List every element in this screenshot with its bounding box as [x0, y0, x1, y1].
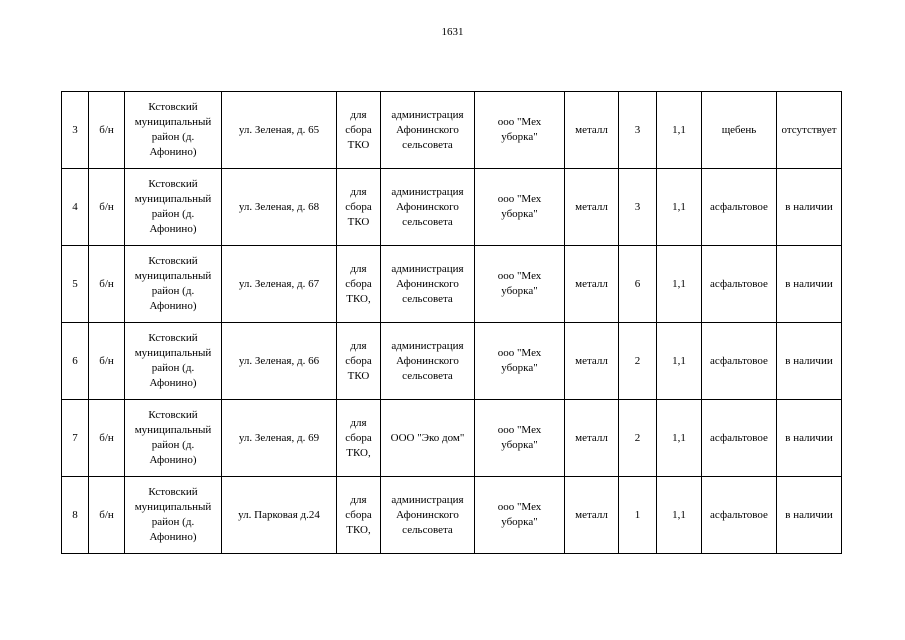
table-row: [62, 92, 842, 169]
cell-line: для: [350, 108, 367, 121]
purpose-cell-text: [345, 262, 372, 307]
surface-cell: асфальтовое: [702, 169, 777, 246]
cell-line: ооо "Мех: [497, 347, 542, 359]
operator-cell-text: [498, 346, 542, 376]
surface-cell: щебень: [702, 92, 777, 169]
material-cell: металл: [565, 92, 619, 169]
owner-cell-text: [391, 339, 463, 384]
fence-cell: отсутствует: [777, 92, 842, 169]
cell-line: Кстовский: [148, 255, 198, 267]
address-cell: ул. Зеленая, д. 69: [222, 400, 337, 477]
owner-cell-text: [391, 431, 465, 446]
address-cell: ул. Зеленая, д. 68: [222, 169, 337, 246]
owner-cell-text: [391, 262, 463, 307]
container-count-cell: 6: [619, 246, 657, 323]
material-cell: металл: [565, 323, 619, 400]
purpose-cell-text: [345, 493, 372, 538]
registry-number-cell: б/н: [89, 477, 125, 554]
volume-cell: 1,1: [657, 92, 702, 169]
cell-line: сбора: [345, 354, 372, 367]
cell-line: для: [350, 185, 367, 198]
district-cell: [125, 323, 222, 400]
district-cell-text: [135, 408, 212, 468]
cell-line: администрация: [391, 108, 464, 121]
surface-cell: асфальтовое: [702, 477, 777, 554]
row-number-cell: 5: [62, 246, 89, 323]
cell-line: Кстовский: [148, 178, 198, 190]
cell-line: Афонино): [149, 146, 197, 158]
cell-line: сельсовета: [402, 138, 453, 151]
owner-cell: [381, 477, 475, 554]
table-row: [62, 323, 842, 400]
material-cell: металл: [565, 400, 619, 477]
address-cell: ул. Зеленая, д. 65: [222, 92, 337, 169]
operator-cell: [475, 92, 565, 169]
purpose-cell: [337, 169, 381, 246]
cell-line: Кстовский: [148, 101, 198, 113]
cell-line: сельсовета: [402, 292, 453, 305]
container-count-cell: 1: [619, 477, 657, 554]
operator-cell-text: [498, 500, 542, 530]
operator-cell-text: [498, 269, 542, 299]
cell-line: уборка": [501, 439, 538, 451]
district-cell-text: [135, 331, 212, 391]
cell-line: ТКО,: [346, 523, 371, 536]
purpose-cell-text: [345, 416, 372, 461]
table-row: [62, 246, 842, 323]
cell-line: район (д.: [151, 439, 195, 451]
cell-line: для: [350, 339, 367, 352]
cell-line: Кстовский: [148, 409, 198, 421]
cell-line: администрация: [391, 493, 464, 506]
address-cell: ул. Зеленая, д. 67: [222, 246, 337, 323]
fence-cell: в наличии: [777, 169, 842, 246]
waste-sites-table: [61, 91, 842, 554]
cell-line: ооо "Мех: [497, 501, 542, 513]
operator-cell: [475, 246, 565, 323]
registry-number-cell: б/н: [89, 92, 125, 169]
purpose-cell-text: [345, 339, 372, 384]
cell-line: муниципальный: [134, 116, 212, 128]
purpose-cell: [337, 246, 381, 323]
cell-line: сельсовета: [402, 523, 453, 536]
cell-line: муниципальный: [134, 193, 212, 205]
cell-line: район (д.: [151, 208, 195, 220]
cell-line: уборка": [501, 362, 538, 374]
cell-line: сбора: [345, 277, 372, 290]
cell-line: район (д.: [151, 516, 195, 528]
container-count-cell: 3: [619, 169, 657, 246]
cell-line: Кстовский: [148, 486, 198, 498]
volume-cell: 1,1: [657, 169, 702, 246]
material-cell: металл: [565, 169, 619, 246]
cell-line: район (д.: [151, 362, 195, 374]
container-count-cell: 3: [619, 92, 657, 169]
cell-line: ТКО: [347, 138, 370, 151]
district-cell-text: [135, 100, 212, 160]
cell-line: муниципальный: [134, 424, 212, 436]
volume-cell: 1,1: [657, 400, 702, 477]
cell-line: муниципальный: [134, 347, 212, 359]
material-cell: металл: [565, 477, 619, 554]
registry-number-cell: б/н: [89, 400, 125, 477]
cell-line: Кстовский: [148, 332, 198, 344]
purpose-cell: [337, 400, 381, 477]
cell-line: уборка": [501, 208, 538, 220]
container-count-cell: 2: [619, 400, 657, 477]
district-cell-text: [135, 254, 212, 314]
district-cell: [125, 169, 222, 246]
cell-line: Афонино): [149, 377, 197, 389]
cell-line: Афонино): [149, 454, 197, 466]
cell-line: Афонинского: [396, 277, 459, 290]
cell-line: муниципальный: [134, 270, 212, 282]
cell-line: ООО "Эко дом": [390, 431, 465, 444]
volume-cell: 1,1: [657, 246, 702, 323]
operator-cell-text: [498, 423, 542, 453]
row-number-cell: 8: [62, 477, 89, 554]
operator-cell: [475, 323, 565, 400]
fence-cell: в наличии: [777, 400, 842, 477]
district-cell: [125, 246, 222, 323]
table-row: [62, 477, 842, 554]
cell-line: сбора: [345, 431, 372, 444]
cell-line: сбора: [345, 123, 372, 136]
registry-number-cell: б/н: [89, 246, 125, 323]
cell-line: ооо "Мех: [497, 424, 542, 436]
owner-cell: [381, 323, 475, 400]
cell-line: ооо "Мех: [497, 193, 542, 205]
fence-cell: в наличии: [777, 323, 842, 400]
operator-cell: [475, 169, 565, 246]
cell-line: ТКО: [347, 215, 370, 228]
cell-line: ооо "Мех: [497, 270, 542, 282]
surface-cell: асфальтовое: [702, 400, 777, 477]
district-cell-text: [135, 177, 212, 237]
fence-cell: в наличии: [777, 246, 842, 323]
cell-line: для: [350, 262, 367, 275]
surface-cell: асфальтовое: [702, 246, 777, 323]
row-number-cell: 7: [62, 400, 89, 477]
owner-cell: [381, 169, 475, 246]
purpose-cell-text: [345, 108, 372, 153]
cell-line: сбора: [345, 200, 372, 213]
row-number-cell: 3: [62, 92, 89, 169]
cell-line: Афонино): [149, 223, 197, 235]
cell-line: администрация: [391, 262, 464, 275]
district-cell: [125, 92, 222, 169]
owner-cell-text: [391, 108, 463, 153]
district-cell: [125, 400, 222, 477]
registry-number-cell: б/н: [89, 169, 125, 246]
cell-line: ТКО,: [346, 292, 371, 305]
page-number: 1631: [441, 26, 464, 38]
purpose-cell: [337, 323, 381, 400]
cell-line: Афонино): [149, 531, 197, 543]
registry-number-cell: б/н: [89, 323, 125, 400]
cell-line: для: [350, 493, 367, 506]
address-cell: ул. Зеленая, д. 66: [222, 323, 337, 400]
cell-line: администрация: [391, 185, 464, 198]
operator-cell: [475, 400, 565, 477]
volume-cell: 1,1: [657, 323, 702, 400]
cell-line: район (д.: [151, 131, 195, 143]
container-count-cell: 2: [619, 323, 657, 400]
cell-line: ТКО: [347, 369, 370, 382]
cell-line: уборка": [501, 131, 538, 143]
surface-cell: асфальтовое: [702, 323, 777, 400]
cell-line: Афонинского: [396, 508, 459, 521]
purpose-cell-text: [345, 185, 372, 230]
cell-line: уборка": [501, 285, 538, 297]
owner-cell: [381, 92, 475, 169]
cell-line: для: [350, 416, 367, 429]
cell-line: Афонинского: [396, 123, 459, 136]
table-row: [62, 400, 842, 477]
cell-line: район (д.: [151, 285, 195, 297]
cell-line: уборка": [501, 516, 538, 528]
row-number-cell: 4: [62, 169, 89, 246]
owner-cell: [381, 246, 475, 323]
district-cell-text: [135, 485, 212, 545]
material-cell: металл: [565, 246, 619, 323]
cell-line: сельсовета: [402, 215, 453, 228]
purpose-cell: [337, 92, 381, 169]
fence-cell: в наличии: [777, 477, 842, 554]
address-cell: ул. Парковая д.24: [222, 477, 337, 554]
owner-cell-text: [391, 185, 463, 230]
cell-line: администрация: [391, 339, 464, 352]
operator-cell: [475, 477, 565, 554]
cell-line: ТКО,: [346, 446, 371, 459]
operator-cell-text: [498, 115, 542, 145]
table-row: [62, 169, 842, 246]
cell-line: сбора: [345, 508, 372, 521]
cell-line: муниципальный: [134, 501, 212, 513]
cell-line: сельсовета: [402, 369, 453, 382]
purpose-cell: [337, 477, 381, 554]
cell-line: Афонинского: [396, 354, 459, 367]
owner-cell-text: [391, 493, 463, 538]
table-body: [62, 92, 842, 554]
district-cell: [125, 477, 222, 554]
volume-cell: 1,1: [657, 477, 702, 554]
operator-cell-text: [498, 192, 542, 222]
cell-line: Афонино): [149, 300, 197, 312]
owner-cell: [381, 400, 475, 477]
row-number-cell: 6: [62, 323, 89, 400]
cell-line: ооо "Мех: [497, 116, 542, 128]
cell-line: Афонинского: [396, 200, 459, 213]
